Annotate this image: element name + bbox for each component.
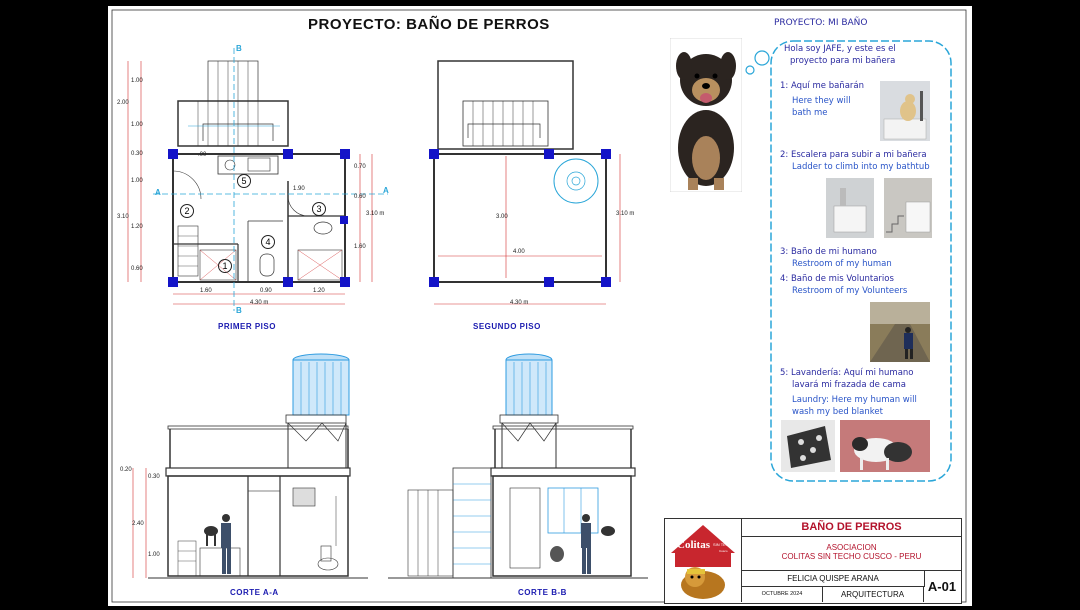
- dim-overall-2: 4.30 m: [510, 300, 529, 306]
- dim-left-1: 1.00: [131, 78, 143, 84]
- label-segundo-piso: SEGUNDO PISO: [473, 322, 541, 331]
- tb-project: BAÑO DE PERROS: [801, 521, 902, 533]
- sheet-title: PROYECTO: BAÑO DE PERROS: [308, 16, 550, 33]
- dim-right-3: 1.60: [354, 244, 366, 250]
- note-item-5-en-line-2: wash my bed blanket: [792, 407, 883, 417]
- dog-photo: [670, 38, 742, 192]
- note-item-1-en: [792, 95, 851, 119]
- drawing-sheet: [108, 6, 972, 606]
- logo-word: Colitas: [677, 539, 710, 551]
- dim-height-plan1: 3.10 m: [366, 211, 385, 217]
- title-block: [664, 518, 962, 604]
- marker-3: 3: [312, 202, 326, 216]
- dim-left-3: 0.30: [131, 151, 143, 157]
- logo-sub: SIN TECHO: [713, 542, 735, 547]
- dim-total-2: 3.10: [117, 214, 129, 220]
- tb-project-row: [741, 519, 961, 537]
- tb-org-row: [741, 537, 961, 571]
- dim-right-1: 0.70: [354, 164, 366, 170]
- note-item-1: 1: Aquí me bañarán: [780, 81, 864, 91]
- note-item-5-line-1: 5: Lavandería: Aquí mi humano: [780, 368, 914, 378]
- tb-author: FELICIA QUISPE ARANA: [787, 574, 879, 583]
- dim-left-4: 1.00: [131, 178, 143, 184]
- note-intro-line-1: Hola soy JAFE, y este es el: [784, 44, 896, 54]
- section-b-b: [388, 354, 648, 578]
- dim-left-6: 0.60: [131, 266, 143, 272]
- dim-misc-2: 1.90: [293, 186, 305, 192]
- note-intro-line-2: proyecto para mi bañera: [790, 56, 896, 66]
- tb-sheet-no-cell: [924, 571, 960, 602]
- note-intro: [784, 43, 896, 67]
- marker-5: 5: [237, 174, 251, 188]
- note-item-5-line-2: lavará mi frazada de cama: [792, 380, 906, 390]
- cut-marker-b-bottom: B: [236, 306, 242, 315]
- dim-sec-2: 0.30: [148, 474, 160, 480]
- dim-bottom-3: 1.20: [313, 288, 325, 294]
- logo-sub2: Cusco: [719, 549, 728, 553]
- label-corte-b: CORTE B-B: [518, 588, 567, 597]
- tb-author-row: [741, 571, 925, 587]
- dim-bottom-2: 0.90: [260, 288, 272, 294]
- tb-date: OCTUBRE 2024: [761, 591, 803, 597]
- tb-discipline-row: [822, 587, 924, 602]
- dim-sec-1: 0.20: [120, 467, 132, 473]
- note-item-5: [780, 367, 914, 391]
- note-item-5-en-line-1: Laundry: Here my human will: [792, 395, 917, 405]
- dim-right-2: 0.60: [354, 194, 366, 200]
- label-primer-piso: PRIMER PISO: [218, 322, 276, 331]
- marker-4: 4: [261, 235, 275, 249]
- dim-total-1: 2.00: [117, 100, 129, 106]
- note-item-5-en: [792, 394, 917, 418]
- note-item-2: 2: Escalera para subir a mi bañera: [780, 150, 927, 160]
- note-item-4: 4: Baño de mis Voluntarios: [780, 274, 894, 284]
- photo-dogs: [840, 420, 930, 472]
- plan-second-floor: [429, 61, 620, 304]
- tb-org-2: COLITAS SIN TECHO CUSCO - PERU: [781, 552, 922, 561]
- dim-p2-inner-h: 3.00: [496, 214, 508, 220]
- photo-volunteers: [870, 302, 930, 362]
- photo-dog-tub: [880, 81, 930, 141]
- tb-org-1: ASOCIACION: [826, 543, 877, 552]
- dim-sec-3: 2.40: [132, 521, 144, 527]
- cut-marker-a-right: A: [383, 186, 389, 195]
- dim-misc-1: .00: [198, 152, 207, 158]
- plan-first-floor: [128, 48, 388, 311]
- note-item-4-en: Restroom of my Volunteers: [792, 286, 908, 296]
- logo: [665, 519, 741, 603]
- notes-heading: PROYECTO: MI BAÑO: [774, 18, 868, 28]
- note-item-1-en-line-2: bath me: [792, 108, 828, 118]
- tb-sheet-no: A-01: [927, 579, 957, 594]
- cut-marker-a-left: A: [155, 188, 161, 197]
- note-item-3-en: Restroom of my human: [792, 259, 892, 269]
- section-a-a: [133, 354, 368, 578]
- photo-ladder-2: [884, 178, 932, 238]
- dim-bottom-1: 1.60: [200, 288, 212, 294]
- tb-discipline: ARQUITECTURA: [840, 590, 905, 599]
- label-corte-a: CORTE A-A: [230, 588, 279, 597]
- marker-2: 2: [180, 204, 194, 218]
- dim-sec-4: 1.00: [148, 552, 160, 558]
- marker-1: 1: [218, 259, 232, 273]
- photo-ladder-1: [826, 178, 874, 238]
- cut-marker-b-top: B: [236, 44, 242, 53]
- note-item-2-en: Ladder to climb into my bathtub: [792, 162, 930, 172]
- tb-date-row: [741, 587, 823, 602]
- dim-height-plan2: 3.10 m: [616, 211, 635, 217]
- note-item-3: 3: Baño de mi humano: [780, 247, 877, 257]
- dim-left-5: 1.20: [131, 224, 143, 230]
- photo-blanket: [781, 420, 835, 472]
- note-item-1-en-line-1: Here they will: [792, 96, 851, 106]
- dim-left-2: 1.00: [131, 122, 143, 128]
- dim-p2-inner-w: 4.00: [513, 249, 525, 255]
- dim-overall-1: 4.30 m: [250, 300, 269, 306]
